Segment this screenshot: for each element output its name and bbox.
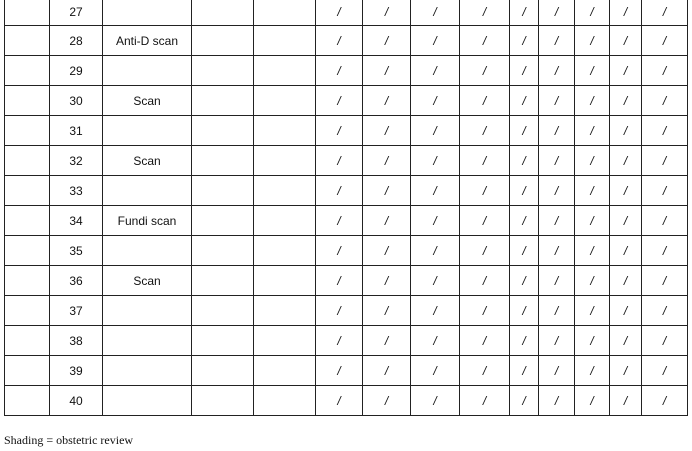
blank-cell: [254, 146, 316, 176]
slash-cell: /: [539, 296, 575, 326]
event-cell: [103, 296, 192, 326]
slash-cell: /: [575, 86, 610, 116]
blank-cell: [192, 176, 254, 206]
blank-cell: [192, 0, 254, 26]
slash-cell: /: [460, 326, 510, 356]
table-row: [5, 296, 688, 326]
event-cell: Scan: [103, 146, 192, 176]
blank-cell: [192, 56, 254, 86]
slash-cell: /: [510, 236, 539, 266]
slash-cell: /: [316, 206, 363, 236]
slash-cell: /: [610, 326, 642, 356]
slash-cell: /: [510, 386, 539, 416]
blank-cell: [254, 26, 316, 56]
blank-cell: [5, 326, 50, 356]
slash-cell: /: [460, 56, 510, 86]
slash-cell: /: [510, 356, 539, 386]
week-cell: 34: [50, 206, 103, 236]
slash-cell: /: [411, 176, 460, 206]
blank-cell: [5, 116, 50, 146]
slash-cell: /: [642, 26, 688, 56]
slash-cell: /: [642, 296, 688, 326]
blank-cell: [5, 236, 50, 266]
table-row: [5, 386, 688, 416]
blank-cell: [254, 176, 316, 206]
slash-cell: /: [539, 146, 575, 176]
blank-cell: [5, 146, 50, 176]
slash-cell: /: [510, 176, 539, 206]
table-row: [5, 236, 688, 266]
slash-cell: /: [642, 266, 688, 296]
table-row: [5, 0, 688, 26]
table-row: [5, 26, 688, 56]
slash-cell: /: [316, 356, 363, 386]
slash-cell: /: [510, 0, 539, 26]
slash-cell: /: [510, 26, 539, 56]
event-cell: [103, 176, 192, 206]
slash-cell: /: [316, 56, 363, 86]
slash-cell: /: [363, 206, 411, 236]
blank-cell: [192, 236, 254, 266]
slash-cell: /: [411, 266, 460, 296]
slash-cell: /: [575, 206, 610, 236]
week-cell: 40: [50, 386, 103, 416]
slash-cell: /: [610, 176, 642, 206]
slash-cell: /: [642, 0, 688, 26]
week-cell: 35: [50, 236, 103, 266]
blank-cell: [254, 296, 316, 326]
week-cell: 32: [50, 146, 103, 176]
blank-cell: [192, 356, 254, 386]
slash-cell: /: [642, 326, 688, 356]
slash-cell: /: [460, 86, 510, 116]
slash-cell: /: [610, 56, 642, 86]
slash-cell: /: [510, 116, 539, 146]
slash-cell: /: [510, 146, 539, 176]
event-cell: [103, 116, 192, 146]
slash-cell: /: [411, 56, 460, 86]
slash-cell: /: [316, 116, 363, 146]
slash-cell: /: [363, 266, 411, 296]
blank-cell: [254, 116, 316, 146]
table-row: [5, 116, 688, 146]
event-cell: Scan: [103, 86, 192, 116]
slash-cell: /: [363, 326, 411, 356]
slash-cell: /: [642, 356, 688, 386]
slash-cell: /: [539, 116, 575, 146]
slash-cell: /: [642, 236, 688, 266]
slash-cell: /: [575, 26, 610, 56]
slash-cell: /: [610, 356, 642, 386]
slash-cell: /: [363, 0, 411, 26]
slash-cell: /: [411, 116, 460, 146]
slash-cell: /: [411, 326, 460, 356]
slash-cell: /: [539, 86, 575, 116]
blank-cell: [192, 266, 254, 296]
table-body: [5, 0, 688, 416]
slash-cell: /: [575, 146, 610, 176]
week-cell: 27: [50, 0, 103, 26]
slash-cell: /: [460, 146, 510, 176]
week-cell: 31: [50, 116, 103, 146]
week-cell: 38: [50, 326, 103, 356]
blank-cell: [254, 326, 316, 356]
blank-cell: [254, 386, 316, 416]
slash-cell: /: [510, 56, 539, 86]
slash-cell: /: [510, 86, 539, 116]
table-row: [5, 326, 688, 356]
slash-cell: /: [460, 236, 510, 266]
slash-cell: /: [510, 266, 539, 296]
week-cell: 37: [50, 296, 103, 326]
slash-cell: /: [363, 26, 411, 56]
blank-cell: [5, 176, 50, 206]
table-row: [5, 206, 688, 236]
slash-cell: /: [575, 326, 610, 356]
slash-cell: /: [539, 206, 575, 236]
slash-cell: /: [539, 266, 575, 296]
slash-cell: /: [363, 56, 411, 86]
slash-cell: /: [510, 206, 539, 236]
slash-cell: /: [610, 26, 642, 56]
slash-cell: /: [539, 26, 575, 56]
slash-cell: /: [575, 116, 610, 146]
event-cell: Fundi scan: [103, 206, 192, 236]
blank-cell: [192, 386, 254, 416]
slash-cell: /: [460, 356, 510, 386]
slash-cell: /: [610, 0, 642, 26]
slash-cell: /: [539, 56, 575, 86]
slash-cell: /: [460, 206, 510, 236]
table-row: [5, 146, 688, 176]
slash-cell: /: [460, 296, 510, 326]
blank-cell: [192, 146, 254, 176]
slash-cell: /: [575, 266, 610, 296]
slash-cell: /: [411, 296, 460, 326]
event-cell: [103, 356, 192, 386]
table-row: [5, 266, 688, 296]
week-cell: 29: [50, 56, 103, 86]
blank-cell: [5, 86, 50, 116]
slash-cell: /: [642, 146, 688, 176]
slash-cell: /: [539, 236, 575, 266]
event-cell: [103, 0, 192, 26]
blank-cell: [254, 356, 316, 386]
week-cell: 30: [50, 86, 103, 116]
slash-cell: /: [363, 176, 411, 206]
slash-cell: /: [411, 356, 460, 386]
slash-cell: /: [460, 176, 510, 206]
slash-cell: /: [411, 386, 460, 416]
blank-cell: [192, 296, 254, 326]
slash-cell: /: [610, 206, 642, 236]
slash-cell: /: [411, 26, 460, 56]
slash-cell: /: [316, 176, 363, 206]
blank-cell: [5, 26, 50, 56]
event-cell: [103, 56, 192, 86]
blank-cell: [192, 206, 254, 236]
blank-cell: [5, 386, 50, 416]
week-cell: 33: [50, 176, 103, 206]
blank-cell: [254, 206, 316, 236]
slash-cell: /: [610, 146, 642, 176]
event-cell: [103, 386, 192, 416]
slash-cell: /: [363, 236, 411, 266]
slash-cell: /: [411, 206, 460, 236]
slash-cell: /: [575, 386, 610, 416]
event-cell: Scan: [103, 266, 192, 296]
slash-cell: /: [460, 26, 510, 56]
table-row: [5, 86, 688, 116]
event-cell: [103, 236, 192, 266]
slash-cell: /: [610, 296, 642, 326]
slash-cell: /: [510, 326, 539, 356]
slash-cell: /: [460, 386, 510, 416]
slash-cell: /: [610, 266, 642, 296]
slash-cell: /: [316, 86, 363, 116]
slash-cell: /: [539, 176, 575, 206]
slash-cell: /: [316, 296, 363, 326]
slash-cell: /: [575, 56, 610, 86]
slash-cell: /: [642, 56, 688, 86]
slash-cell: /: [575, 0, 610, 26]
slash-cell: /: [316, 236, 363, 266]
table-row: [5, 56, 688, 86]
slash-cell: /: [642, 176, 688, 206]
slash-cell: /: [575, 176, 610, 206]
slash-cell: /: [460, 0, 510, 26]
slash-cell: /: [575, 236, 610, 266]
week-cell: 36: [50, 266, 103, 296]
week-cell: 39: [50, 356, 103, 386]
slash-cell: /: [642, 206, 688, 236]
blank-cell: [5, 266, 50, 296]
antenatal-schedule-table: [4, 0, 688, 416]
slash-cell: /: [575, 356, 610, 386]
slash-cell: /: [316, 266, 363, 296]
blank-cell: [5, 296, 50, 326]
slash-cell: /: [642, 116, 688, 146]
slash-cell: /: [539, 386, 575, 416]
slash-cell: /: [363, 296, 411, 326]
slash-cell: /: [575, 296, 610, 326]
slash-cell: /: [363, 386, 411, 416]
blank-cell: [254, 86, 316, 116]
footnote: Shading = obstetric review: [4, 433, 134, 447]
event-cell: [103, 326, 192, 356]
slash-cell: /: [411, 236, 460, 266]
blank-cell: [5, 206, 50, 236]
slash-cell: /: [316, 386, 363, 416]
slash-cell: /: [610, 386, 642, 416]
week-cell: 28: [50, 26, 103, 56]
slash-cell: /: [316, 26, 363, 56]
blank-cell: [192, 116, 254, 146]
blank-cell: [192, 86, 254, 116]
slash-cell: /: [460, 266, 510, 296]
slash-cell: /: [363, 116, 411, 146]
blank-cell: [254, 266, 316, 296]
slash-cell: /: [539, 356, 575, 386]
slash-cell: /: [510, 296, 539, 326]
slash-cell: /: [411, 146, 460, 176]
slash-cell: /: [460, 116, 510, 146]
slash-cell: /: [539, 0, 575, 26]
table-row: [5, 176, 688, 206]
slash-cell: /: [642, 386, 688, 416]
slash-cell: /: [363, 146, 411, 176]
blank-cell: [254, 56, 316, 86]
slash-cell: /: [610, 116, 642, 146]
blank-cell: [5, 56, 50, 86]
slash-cell: /: [610, 86, 642, 116]
slash-cell: /: [363, 86, 411, 116]
slash-cell: /: [539, 326, 575, 356]
blank-cell: [254, 0, 316, 26]
slash-cell: /: [411, 0, 460, 26]
table-row: [5, 356, 688, 386]
slash-cell: /: [316, 0, 363, 26]
slash-cell: /: [610, 236, 642, 266]
blank-cell: [254, 236, 316, 266]
slash-cell: /: [316, 326, 363, 356]
blank-cell: [192, 26, 254, 56]
slash-cell: /: [316, 146, 363, 176]
blank-cell: [5, 356, 50, 386]
slash-cell: /: [642, 86, 688, 116]
blank-cell: [5, 0, 50, 26]
slash-cell: /: [363, 356, 411, 386]
blank-cell: [192, 326, 254, 356]
event-cell: Anti-D scan: [103, 26, 192, 56]
slash-cell: /: [411, 86, 460, 116]
